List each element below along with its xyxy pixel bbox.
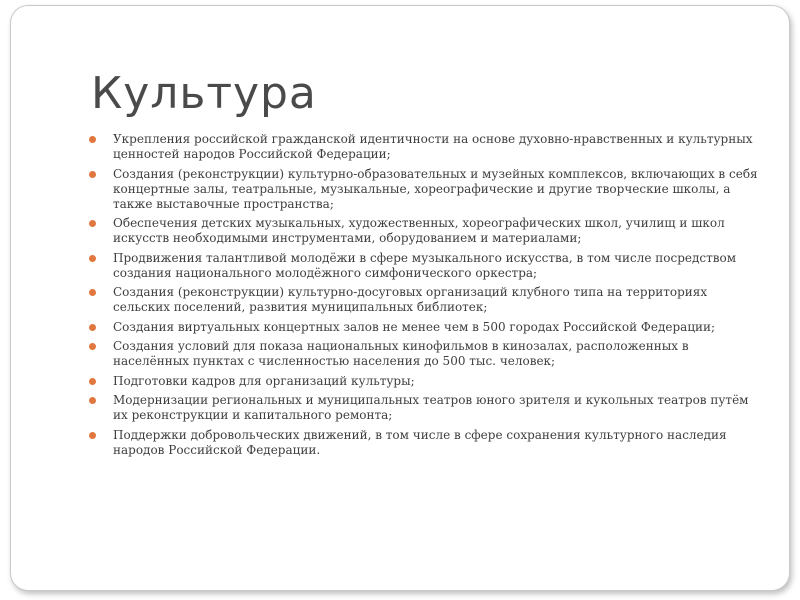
list-item — [89, 393, 759, 423]
bullet-text: Обеспечения детских музыкальных, художественных, хореографических школ, училищ и школ искусств необходимыми инструментами, оборудованием и материалами; — [113, 216, 725, 245]
bullet-dot-icon — [89, 397, 96, 404]
bullet-dot-icon — [89, 432, 96, 439]
bullet-text: Продвижения талантливой молодёжи в сфере музыкального искусства, в том числе посредством создания национального молодёжного симфонического оркестра; — [113, 250, 737, 280]
list-item — [89, 339, 759, 369]
bullet-dot-icon — [89, 171, 96, 178]
bullet-text: Поддержки добровольческих движений, в том числе в сфере сохранения культурного наследия народов Российской Федерации. — [113, 427, 727, 457]
bullet-text: Создания (реконструкции) культурно-досуговых организаций клубного типа на территориях сельских поселений, развития муниципальных библиотек; — [113, 285, 708, 314]
bullet-text: Подготовки кадров для организаций культуры; — [113, 373, 415, 388]
bullet-dot-icon — [89, 343, 96, 350]
bullet-dot-icon — [89, 255, 96, 262]
list-item — [89, 167, 759, 212]
list-item — [89, 320, 759, 335]
bullet-dot-icon — [89, 220, 96, 227]
bullet-text: Укрепления российской гражданской идентичности на основе духовно-нравственных и культурных ценностей народов Российской Федерации; — [113, 132, 753, 161]
bullet-text: Создания виртуальных концертных залов не менее чем в 500 городах Российской Федерации; — [113, 319, 716, 334]
bullet-list — [89, 132, 759, 462]
bullet-dot-icon — [89, 136, 96, 143]
list-item — [89, 428, 759, 458]
bullet-text: Модернизации региональных и муниципальных театров юного зрителя и кукольных театров путём их реконструкции и капитального ремонта; — [113, 393, 749, 422]
slide-title: Культура — [91, 68, 317, 119]
bullet-dot-icon — [89, 324, 96, 331]
list-item — [89, 251, 759, 281]
bullet-dot-icon — [89, 289, 96, 296]
list-item — [89, 374, 759, 389]
bullet-text: Создания (реконструкции) культурно-образовательных и музейных комплексов, включающих в себя концертные залы, театральные, музыкальные, хореографические и другие творческие школы, а также выставочные пространства; — [113, 166, 758, 211]
slide — [10, 5, 790, 591]
bullet-dot-icon — [89, 378, 96, 385]
list-item — [89, 132, 759, 162]
list-item — [89, 285, 759, 315]
list-item — [89, 216, 759, 246]
bullet-text: Создания условий для показа национальных кинофильмов в кинозалах, расположенных в населённых пунктах с численностью населения до 500 тыс. человек; — [113, 339, 689, 368]
